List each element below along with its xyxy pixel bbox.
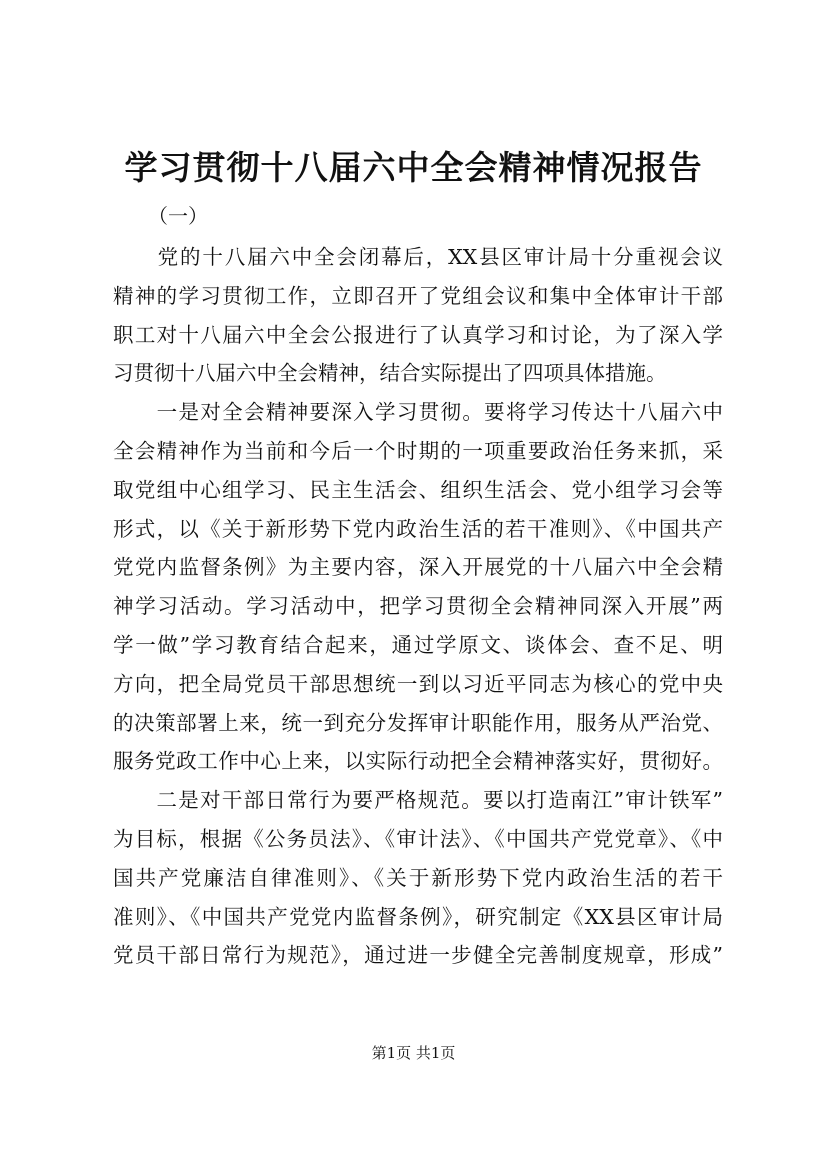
- body-line: 党员干部日常行为规范》，通过进一步健全完善制度规章，形成”: [113, 943, 723, 968]
- body-line: 神学习活动。学习活动中，把学习贯彻全会精神同深入开展”两: [113, 594, 723, 619]
- document-title: 学习贯彻十八届六中全会精神情况报告: [124, 148, 703, 187]
- body-line: 的决策部署上来，统一到充分发挥审计职能作用，服务从严治党、: [113, 710, 723, 735]
- body-line: 一是对全会精神要深入学习贯彻。要将学习传达十八届六中: [113, 400, 723, 425]
- body-line: 为目标，根据《公务员法》、《审计法》、《中国共产党党章》、《中: [113, 826, 723, 851]
- page-number-footer: 第1页 共1页: [371, 1044, 456, 1062]
- body-line: 党党内监督条例》为主要内容，深入开展党的十八届六中全会精: [113, 555, 723, 580]
- body-line: 党的十八届六中全会闭幕后，XX县区审计局十分重视会议: [113, 245, 723, 269]
- body-line: 二是对干部日常行为要严格规范。要以打造南江”审计铁军”: [113, 788, 723, 813]
- body-line: 全会精神作为当前和今后一个时期的一项重要政治任务来抓，采: [113, 438, 723, 463]
- body-line: 习贯彻十八届六中全会精神，结合实际提出了四项具体措施。: [113, 361, 667, 386]
- body-line: 精神的学习贯彻工作，立即召开了党组会议和集中全体审计干部: [113, 283, 723, 308]
- body-line: 职工对十八届六中全会公报进行了认真学习和讨论，为了深入学: [113, 322, 723, 347]
- body-line: 准则》、《中国共产党党内监督条例》，研究制定《XX县区审计局: [113, 904, 723, 929]
- body-line: 学一做”学习教育结合起来，通过学原文、谈体会、查不足、明: [113, 632, 723, 657]
- body-line: 国共产党廉洁自律准则》、《关于新形势下党内政治生活的若干: [113, 865, 723, 890]
- body-line: 方向，把全局党员干部思想统一到以习近平同志为核心的党中央: [113, 671, 723, 696]
- document-body: [113, 238, 723, 975]
- body-line: 取党组中心组学习、民主生活会、组织生活会、党小组学习会等: [113, 477, 723, 502]
- body-line: 形式，以《关于新形势下党内政治生活的若干准则》、《中国共产: [113, 516, 723, 541]
- body-line: 服务党政工作中心上来，以实际行动把全会精神落实好，贯彻好。: [113, 749, 723, 774]
- document-subtitle: （一）: [148, 204, 208, 228]
